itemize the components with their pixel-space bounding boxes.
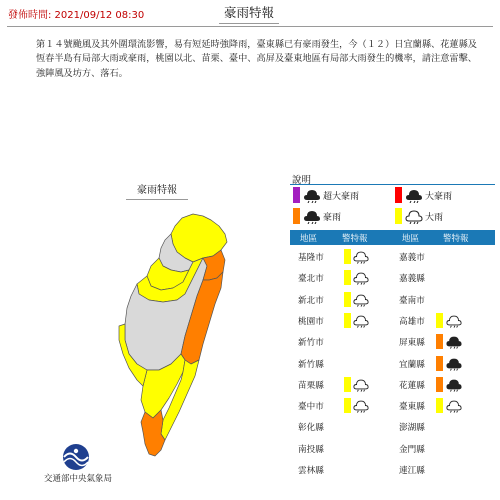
warning-level-swatch (436, 334, 443, 349)
legend-swatch (395, 187, 402, 203)
heavy-rain-cloud-icon (446, 356, 462, 371)
region-name: 高雄市 (399, 316, 425, 327)
legend-item-heavy (293, 207, 341, 225)
legend-label: 大雨 (425, 212, 444, 223)
warning-table-header (290, 230, 495, 245)
legend-title: 說明 (292, 175, 312, 186)
heavy-rain-cloud-icon (405, 187, 423, 203)
rain-cloud-icon (446, 313, 462, 328)
region-name: 臺北市 (298, 274, 324, 285)
title-divider (7, 26, 493, 27)
warning-level-swatch (344, 313, 351, 328)
warning-level-swatch (344, 377, 351, 392)
rain-cloud-icon (353, 398, 369, 413)
warning-level-swatch (344, 270, 351, 285)
agency-name: 交通部中央氣象局 (44, 474, 113, 484)
legend-item-large (395, 207, 443, 225)
cwb-logo (56, 442, 96, 472)
region-name: 臺東縣 (399, 402, 425, 413)
rain-cloud-icon (353, 292, 369, 307)
legend-swatch (395, 208, 402, 224)
rain-cloud-icon (353, 270, 369, 285)
warning-description: 第１４號颱風及其外圍環流影響，易有短延時強降雨，臺東縣已有豪雨發生，今（１２）日宜蘭縣、花蓮縣及恆春半島有局部大雨或豪雨，桃園以北、苗栗、臺中、高屏及臺東地區有局部大雨發生的機率，請注意雷擊、強陣風及坊方、落石。 (36, 39, 477, 79)
heavy-rain-cloud-icon (446, 377, 462, 392)
region-name: 新竹縣 (298, 359, 324, 370)
region-name: 宜蘭縣 (399, 359, 425, 370)
warning-level-swatch (436, 398, 443, 413)
region-name: 桃園市 (298, 316, 324, 327)
region-name: 新北市 (298, 295, 324, 306)
warning-level-swatch (344, 292, 351, 307)
legend-label: 豪雨 (323, 212, 342, 223)
region-name: 基隆市 (298, 253, 324, 263)
region-name: 金門縣 (399, 444, 425, 455)
warning-level-swatch (436, 377, 443, 392)
heavy-rain-cloud-icon (446, 334, 462, 349)
warning-level-swatch (436, 356, 443, 371)
page-title: 豪雨特報 (219, 4, 279, 24)
region-name: 南投縣 (298, 444, 324, 455)
issued-time: 發佈時間: 2021/09/12 08:30 (8, 10, 145, 21)
region-name: 屏東縣 (399, 338, 425, 349)
region-name: 苗栗縣 (298, 380, 324, 391)
region-name: 嘉義市 (399, 253, 425, 263)
legend-divider (290, 184, 495, 185)
header-region: 地區 (402, 234, 420, 244)
header-region: 地區 (300, 234, 318, 244)
header-warning: 警特報 (443, 234, 469, 244)
rain-cloud-icon (353, 249, 369, 264)
region-name: 臺中市 (298, 402, 324, 413)
legend-label: 大豪雨 (425, 191, 453, 202)
header-warning: 警特報 (342, 234, 368, 244)
legend-label: 超大豪雨 (323, 191, 360, 202)
heavy-rain-cloud-icon (303, 208, 321, 224)
region-name: 臺南市 (399, 295, 425, 306)
legend-item-torrential (395, 186, 452, 204)
region-name: 連江縣 (399, 466, 425, 476)
heavy-rain-cloud-icon (303, 187, 321, 203)
rain-cloud-icon (353, 313, 369, 328)
rain-cloud-icon (446, 398, 462, 413)
region-name: 新竹市 (298, 338, 324, 349)
rain-cloud-icon (405, 208, 423, 224)
region-name: 彰化縣 (298, 423, 324, 434)
legend-swatch (293, 208, 300, 224)
region-name: 嘉義縣 (399, 274, 425, 285)
legend-item-super-heavy (293, 186, 359, 204)
rain-cloud-icon (353, 377, 369, 392)
map-title: 豪雨特報 (126, 183, 188, 200)
taiwan-warning-map (85, 204, 285, 466)
warning-level-swatch (344, 398, 351, 413)
legend-swatch (293, 187, 300, 203)
region-name: 澎湖縣 (399, 423, 425, 434)
region-name: 花蓮縣 (399, 380, 425, 391)
region-name: 雲林縣 (298, 466, 324, 476)
warning-level-swatch (344, 249, 351, 264)
warning-level-swatch (436, 313, 443, 328)
